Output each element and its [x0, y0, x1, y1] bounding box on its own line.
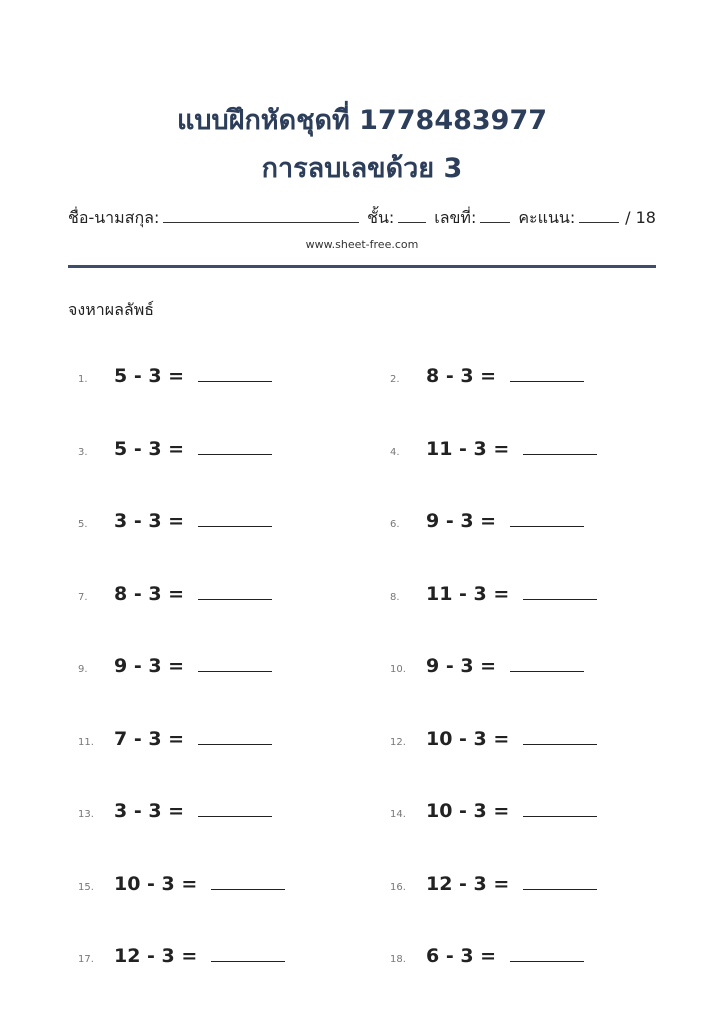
problem-item — [390, 800, 597, 830]
problem-number: 3. — [78, 446, 88, 458]
problem-number: 4. — [390, 446, 400, 458]
problem-expression: 7 - 3 = — [114, 727, 185, 750]
problem-item — [390, 728, 597, 758]
problem-item — [390, 438, 597, 468]
problem-item — [390, 873, 597, 903]
worksheet-title: แบบฝึกหัดชุดที่ 1778483977 — [176, 105, 548, 136]
worksheet-subtitle: การลบเลขด้วย 3 — [261, 153, 463, 184]
number-label: เลขที่: — [434, 208, 477, 227]
problem-expression: 8 - 3 = — [426, 365, 497, 387]
problem-item — [78, 365, 272, 395]
problem-item — [78, 945, 285, 975]
problem-expression: 3 - 3 = — [114, 800, 185, 822]
answer-blank[interactable] — [523, 800, 597, 817]
problem-number: 6. — [390, 519, 400, 530]
answer-blank[interactable] — [211, 873, 285, 890]
problem-item — [390, 655, 584, 685]
answer-blank[interactable] — [523, 873, 597, 890]
problem-number: 16. — [390, 881, 406, 893]
score-total: / 18 — [625, 208, 656, 227]
problem-item — [78, 438, 272, 468]
problem-item — [78, 655, 272, 685]
problem-expression: 5 - 3 = — [114, 437, 185, 460]
answer-blank[interactable] — [523, 438, 597, 455]
problem-number: 18. — [390, 954, 406, 965]
instruction-text: จงหาผลลัพธ์ — [68, 300, 155, 319]
number-field[interactable] — [480, 208, 510, 223]
answer-blank[interactable] — [198, 655, 272, 672]
problem-expression: 9 - 3 = — [426, 510, 497, 532]
problem-item — [390, 510, 584, 540]
problem-number: 1. — [78, 374, 88, 385]
problem-expression: 5 - 3 = — [114, 365, 185, 387]
problem-number: 10. — [390, 664, 406, 675]
problem-expression: 9 - 3 = — [114, 655, 185, 677]
answer-blank[interactable] — [198, 365, 272, 382]
answer-blank[interactable] — [198, 800, 272, 817]
problem-item — [78, 583, 272, 613]
problem-expression: 12 - 3 = — [114, 945, 198, 967]
score-label: คะแนน: — [518, 208, 576, 227]
answer-blank[interactable] — [510, 510, 584, 527]
answer-blank[interactable] — [198, 438, 272, 455]
website-link: www.sheet-free.com — [305, 238, 419, 251]
problem-item — [78, 728, 272, 758]
grade-field[interactable] — [398, 208, 426, 223]
problem-number: 14. — [390, 809, 406, 820]
problem-item — [78, 800, 272, 830]
problem-expression: 11 - 3 = — [426, 582, 510, 605]
problem-number: 17. — [78, 954, 94, 965]
problem-expression: 12 - 3 = — [426, 872, 510, 895]
score-field[interactable] — [579, 208, 619, 223]
problem-expression: 6 - 3 = — [426, 945, 497, 967]
problem-number: 11. — [78, 736, 94, 748]
student-info-row — [68, 206, 656, 231]
answer-blank[interactable] — [211, 945, 285, 962]
problem-item — [390, 583, 597, 613]
problem-number: 8. — [390, 591, 400, 603]
answer-blank[interactable] — [510, 655, 584, 672]
name-label: ชื่อ-นามสกุล: — [68, 208, 160, 227]
problem-number: 12. — [390, 736, 406, 748]
problem-item — [390, 945, 584, 975]
answer-blank[interactable] — [523, 583, 597, 600]
answer-blank[interactable] — [510, 365, 584, 382]
problem-expression: 8 - 3 = — [114, 582, 185, 605]
answer-blank[interactable] — [510, 945, 584, 962]
problem-number: 13. — [78, 809, 94, 820]
problem-expression: 11 - 3 = — [426, 437, 510, 460]
header-divider — [68, 265, 656, 268]
problem-expression: 10 - 3 = — [114, 872, 198, 895]
problem-expression: 10 - 3 = — [426, 727, 510, 750]
problem-expression: 10 - 3 = — [426, 800, 510, 822]
name-field[interactable] — [163, 208, 359, 223]
answer-blank[interactable] — [198, 728, 272, 745]
problem-expression: 9 - 3 = — [426, 655, 497, 677]
problem-number: 7. — [78, 591, 88, 603]
problem-item — [78, 510, 272, 540]
answer-blank[interactable] — [198, 583, 272, 600]
problem-item — [78, 873, 285, 903]
answer-blank[interactable] — [523, 728, 597, 745]
problem-number: 5. — [78, 519, 88, 530]
problem-item — [390, 365, 584, 395]
problem-expression: 3 - 3 = — [114, 510, 185, 532]
problem-number: 2. — [390, 374, 400, 385]
problem-number: 15. — [78, 881, 94, 893]
grade-label: ชั้น: — [367, 208, 395, 227]
problem-number: 9. — [78, 664, 88, 675]
answer-blank[interactable] — [198, 510, 272, 527]
